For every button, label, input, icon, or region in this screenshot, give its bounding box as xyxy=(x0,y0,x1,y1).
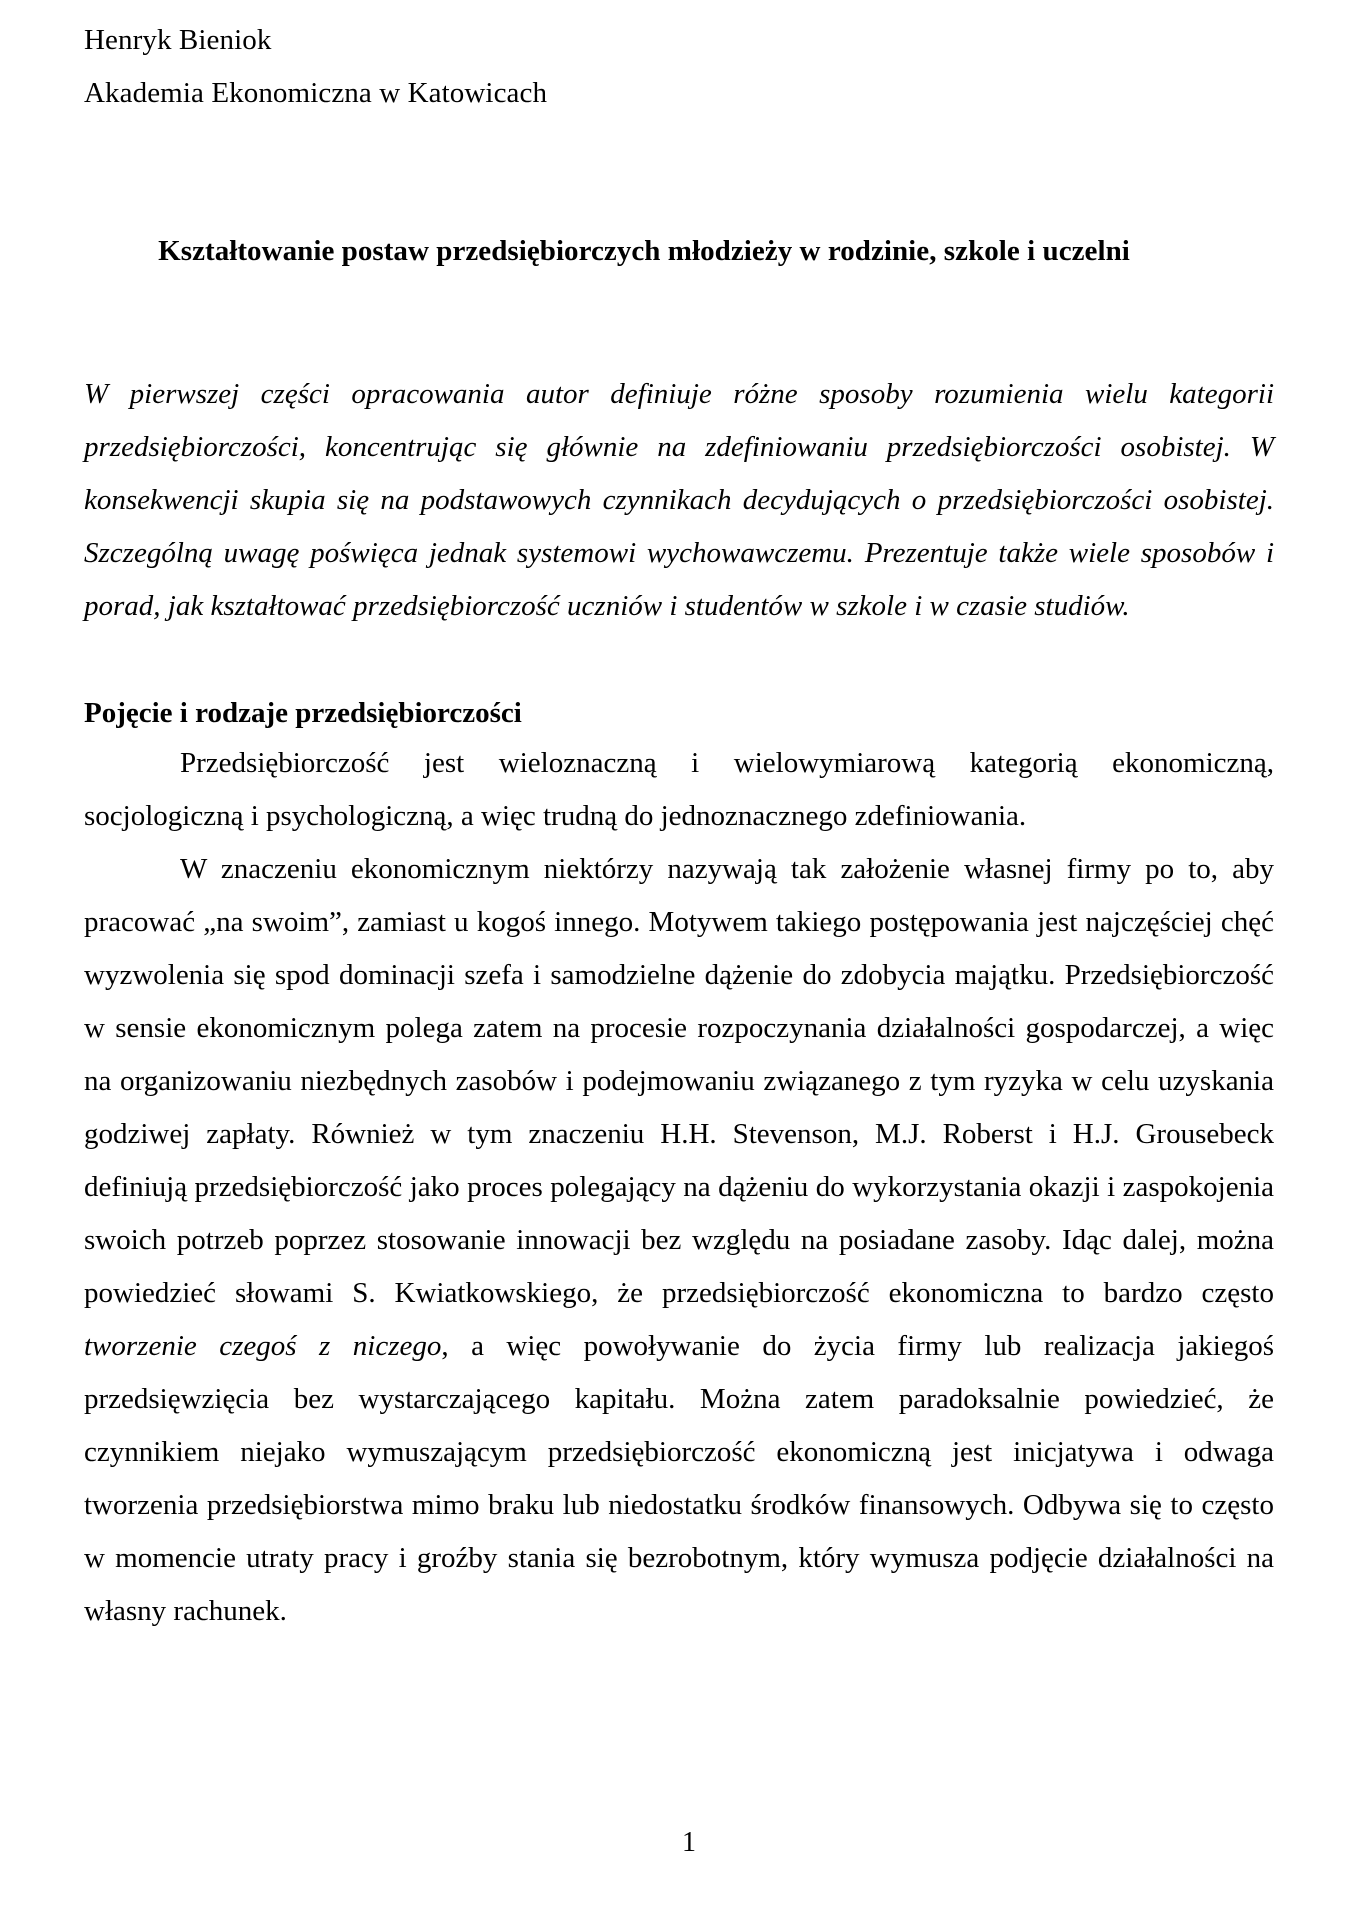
paragraph-segment: , a więc powoływanie do życia firmy lub realizacja jakiegoś przedsięwzięcia bez wystarczającego kapitału. Można zatem paradoksalnie powiedzieć, że czynnikiem niejako wymuszającym przedsiębiorczość ekonomiczną jest inicjatywa i odwaga tworzenia przedsiębiorstwa mimo braku lub niedostatku środków finansowych. Odbywa się to często w momencie utraty pracy i groźby stania się bezrobotnym, który wymusza podjęcie działalności na własny rachunek. xyxy=(84,1330,1274,1627)
page-number: 1 xyxy=(682,1827,696,1858)
body-paragraph xyxy=(84,843,1274,1638)
body-paragraph: Przedsiębiorczość jest wieloznaczną i wielowymiarową kategorią ekonomiczną, socjologiczną i psychologiczną, a więc trudną do jednoznacznego zdefiniowania. xyxy=(84,747,1274,832)
section-body xyxy=(84,737,1274,1638)
section-heading: Pojęcie i rodzaje przedsiębiorczości xyxy=(84,697,522,729)
author-affiliation: Akademia Ekonomiczna w Katowicach xyxy=(84,77,548,109)
page-title: Kształtowanie postaw przedsiębiorczych młodzieży w rodzinie, szkole i uczelni xyxy=(158,235,1130,267)
abstract-block xyxy=(84,368,1274,633)
author-block xyxy=(84,14,1294,120)
paragraph-segment: W znaczeniu ekonomicznym niektórzy nazywają tak założenie własnej firmy po to, aby pracować „na swoim”, zamiast u kogoś innego. Motywem takiego postępowania jest najczęściej chęć wyzwolenia się spod dominacji szefa i samodzielne dążenie do zdobycia majątku. Przedsiębiorczość w sensie ekonomicznym polega zatem na procesie rozpoczynania działalności gospodarczej, a więc na organizowaniu niezbędnych zasobów i podejmowaniu związanego z tym ryzyka w celu uzyskania godziwej zapłaty. Również w tym znaczeniu H.H. Stevenson, M.J. Roberst i H.J. Grousebeck definiują przedsiębiorczość jako proces polegający na dążeniu do wykorzystania okazji i zaspokojenia swoich potrzeb poprzez stosowanie innowacji bez względu na posiadane zasoby. Idąc dalej, można powiedzieć słowami S. Kwiatkowskiego, że przedsiębiorczość ekonomiczna to bardzo często xyxy=(84,853,1274,1309)
emphasis-phrase: tworzenie czegoś z niczego xyxy=(84,1330,442,1362)
abstract-text: W pierwszej części opracowania autor definiuje różne sposoby rozumienia wielu kategorii przedsiębiorczości, koncentrując się głównie na zdefiniowaniu przedsiębiorczości osobistej. W konsekwencji skupia się na podstawowych czynnikach decydujących o przedsiębiorczości osobistej. Szczególną uwagę poświęca jednak systemowi wychowawczemu. Prezentuje także wiele sposobów i porad, jak kształtować przedsiębiorczość uczniów i studentów w szkole i w czasie studiów. xyxy=(84,378,1274,622)
author-name: Henryk Bieniok xyxy=(84,24,272,56)
page-content xyxy=(84,0,1294,1858)
